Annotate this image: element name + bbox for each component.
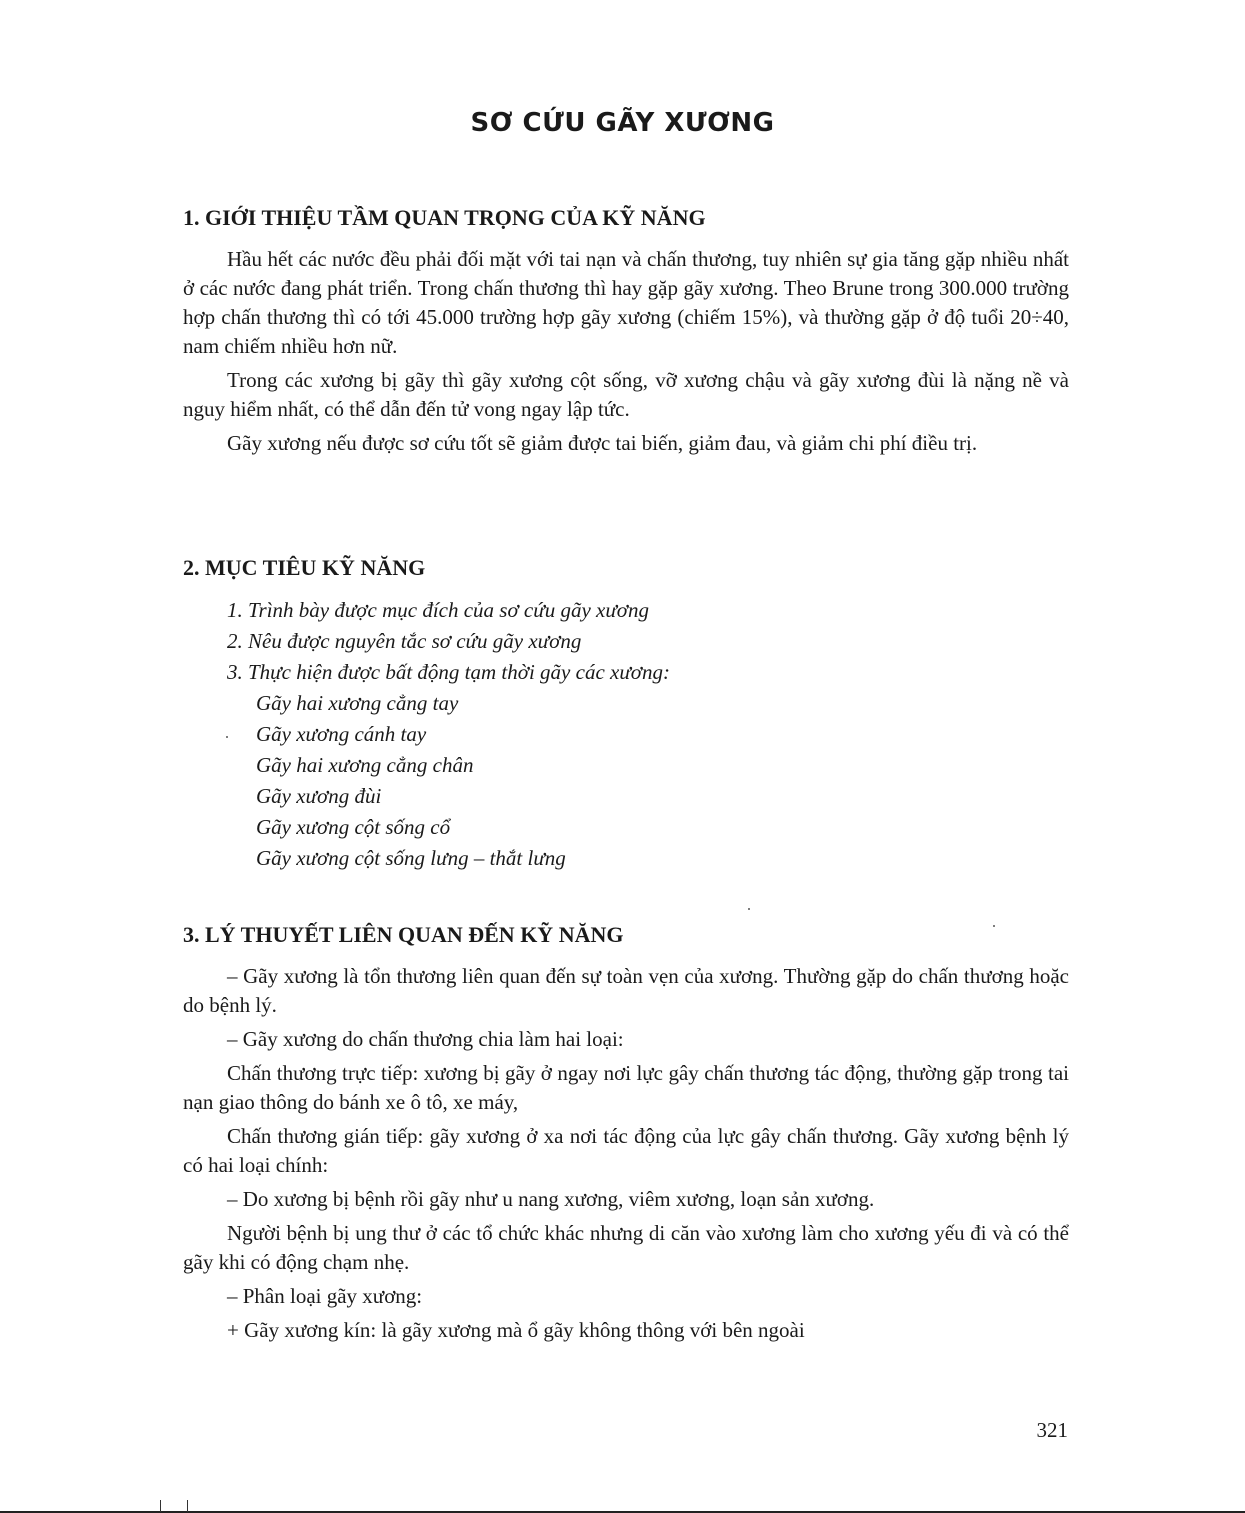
page-number: 321 [1036,1418,1068,1442]
paragraph: Hầu hết các nước đều phải đối mặt với tai nạn và chấn thương, tuy nhiên sự gia tăng gặp nhiều nhất ở các nước đang phát triển. Trong chấn thương thì hay gặp gãy xương. Theo Brune trong 300.000 trường hợp chấn thương thì có tới 45.000 trường hợp gãy xương (chiếm 15%), và thường gặp ở độ tuổi 20÷40, nam chiếm nhiều hơn nữ. [183,247,1069,358]
section-heading: 2. MỤC TIÊU KỸ NĂNG [183,555,426,580]
section-introduction [183,205,1069,463]
fracture-type-item: Gãy xương đùi [256,784,382,808]
section-heading: 3. LÝ THUYẾT LIÊN QUAN ĐẾN KỸ NĂNG [183,922,624,947]
fracture-type-item: Gãy xương cột sống cổ [256,815,451,839]
fracture-type-item: Gãy hai xương cẳng chân [256,753,474,777]
paragraph: Trong các xương bị gãy thì gãy xương cột sống, vỡ xương chậu và gãy xương đùi là nặng nề và nguy hiểm nhất, có thể dẫn đến tử vong ngay lập tức. [183,368,1069,421]
paragraph: – Gãy xương là tổn thương liên quan đến sự toàn vẹn của xương. Thường gặp do chấn thương hoặc do bệnh lý. [183,964,1069,1017]
paragraph: Gãy xương nếu được sơ cứu tốt sẽ giảm được tai biến, giảm đau, và giảm chi phí điều trị. [227,431,978,455]
paragraph: – Gãy xương do chấn thương chia làm hai loại: [227,1027,624,1051]
fracture-type-item: Gãy hai xương cẳng tay [256,691,459,715]
objective-list [183,595,1069,688]
scan-tick-mark [187,1500,188,1512]
section-theory [183,922,1069,1350]
objective-item: 3. Thực hiện được bất động tạm thời gãy các xương: [227,660,670,684]
page-title: SƠ CỨU GÃY XƯƠNG [470,108,775,138]
section-heading: 1. GIỚI THIỆU TẦM QUAN TRỌNG CỦA KỸ NĂNG [183,205,706,230]
objective-item: 1. Trình bày được mục đích của sơ cứu gãy xương [227,598,649,622]
scan-tick-mark [160,1500,161,1512]
paragraph: Người bệnh bị ung thư ở các tổ chức khác nhưng di căn vào xương làm cho xương yếu đi và có thể gãy khi có động chạm nhẹ. [183,1221,1069,1274]
paragraph: Chấn thương gián tiếp: gãy xương ở xa nơi tác động của lực gây chấn thương. Gãy xương bệnh lý có hai loại chính: [183,1124,1069,1177]
fracture-type-list [183,688,1069,874]
objective-item: 2. Nêu được nguyên tắc sơ cứu gãy xương [227,629,582,653]
fracture-type-item: Gãy xương cột sống lưng – thắt lưng [256,846,566,870]
scan-speck [226,736,228,738]
scan-speck [748,908,750,910]
scan-speck [993,925,995,927]
paragraph: + Gãy xương kín: là gãy xương mà ổ gãy không thông với bên ngoài [227,1318,805,1342]
section-objectives [183,555,1069,874]
fracture-type-item: Gãy xương cánh tay [256,722,427,746]
paragraph: – Phân loại gãy xương: [227,1284,423,1308]
paragraph: – Do xương bị bệnh rồi gãy như u nang xương, viêm xương, loạn sản xương. [227,1187,875,1211]
paragraph: Chấn thương trực tiếp: xương bị gãy ở ngay nơi lực gây chấn thương tác động, thường gặp trong tai nạn giao thông do bánh xe ô tô, xe máy, [183,1061,1069,1114]
